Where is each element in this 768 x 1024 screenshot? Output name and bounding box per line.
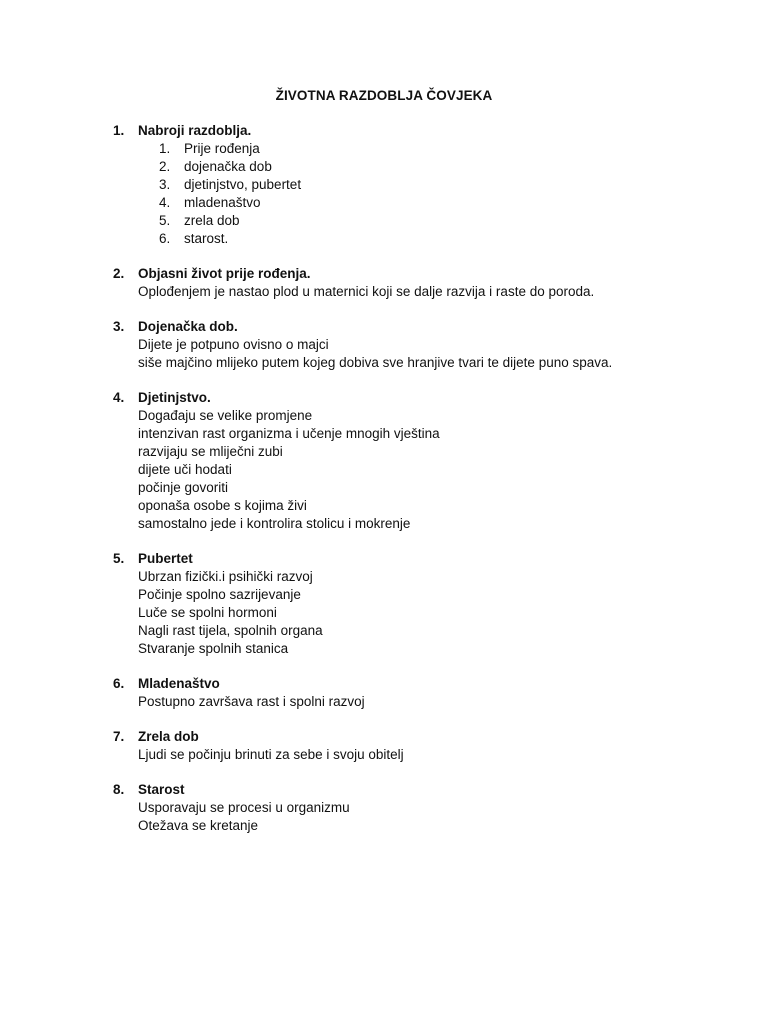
numbered-sublist: [112, 140, 712, 248]
section-text-line: oponaša osobe s kojima živi: [138, 498, 307, 513]
section-text-line: Počinje spolno sazrijevanje: [138, 587, 301, 602]
list-item-number: 5.: [159, 213, 171, 228]
list-item: [159, 194, 712, 212]
section-8: [112, 781, 712, 835]
section-heading: [112, 318, 712, 336]
section-text-line: dijete uči hodati: [138, 462, 232, 477]
section-number: 3.: [113, 319, 125, 334]
list-item-text: starost.: [184, 231, 229, 246]
list-item-number: 6.: [159, 231, 171, 246]
list-item: [159, 140, 712, 158]
section-heading: [112, 728, 712, 746]
section-text-line: Dijete je potpuno ovisno o majci: [138, 337, 329, 352]
section-text-line: Ubrzan fizički.i psihički razvoj: [138, 569, 313, 584]
section-heading-text: Nabroji razdoblja.: [138, 123, 252, 138]
section-number: 1.: [113, 123, 125, 138]
section-1: [112, 122, 712, 248]
section-heading-text: Pubertet: [138, 551, 193, 566]
list-item-text: djetinjstvo, pubertet: [184, 177, 302, 192]
section-heading-text: Mladenaštvo: [138, 676, 220, 691]
section-number: 4.: [113, 390, 125, 405]
section-number: 2.: [113, 266, 125, 281]
section-heading: [112, 122, 712, 140]
section-text-line: Stvaranje spolnih stanica: [138, 641, 289, 656]
page-title: ŽIVOTNA RAZDOBLJA ČOVJEKA: [275, 88, 493, 103]
section-text-line: razvijaju se mliječni zubi: [138, 444, 283, 459]
section-number: 8.: [113, 782, 125, 797]
section-4: [112, 389, 712, 533]
section-text-line: intenzivan rast organizma i učenje mnogih vještina: [138, 426, 440, 441]
section-7: [112, 728, 712, 764]
section-heading-text: Objasni život prije rođenja.: [138, 266, 311, 281]
section-5: [112, 550, 712, 658]
section-number: 7.: [113, 729, 125, 744]
list-item-number: 4.: [159, 195, 171, 210]
section-heading-text: Zrela dob: [138, 729, 199, 744]
section-3: [112, 318, 712, 372]
section-heading-text: Starost: [138, 782, 185, 797]
section-text-line: Nagli rast tijela, spolnih organa: [138, 623, 323, 638]
list-item-number: 3.: [159, 177, 171, 192]
section-text-line: Događaju se velike promjene: [138, 408, 313, 423]
sections-list: [112, 122, 712, 852]
list-item-text: mladenaštvo: [184, 195, 261, 210]
section-heading: [112, 389, 712, 407]
section-number: 5.: [113, 551, 125, 566]
section-text-line: Luče se spolni hormoni: [138, 605, 277, 620]
section-heading: [112, 675, 712, 693]
section-heading: [112, 781, 712, 799]
list-item: [159, 158, 712, 176]
section-text-line: Postupno završava rast i spolni razvoj: [138, 694, 365, 709]
list-item-text: dojenačka dob: [184, 159, 272, 174]
list-item-text: zrela dob: [184, 213, 240, 228]
section-text-line: Oplođenjem je nastao plod u maternici koji se dalje razvija i raste do poroda.: [138, 284, 595, 299]
section-heading-text: Dojenačka dob.: [138, 319, 238, 334]
section-text-line: samostalno jede i kontrolira stolicu i mokrenje: [138, 516, 411, 531]
list-item-number: 2.: [159, 159, 171, 174]
section-heading: [112, 265, 712, 283]
section-text-line: počinje govoriti: [138, 480, 229, 495]
section-2: [112, 265, 712, 301]
section-number: 6.: [113, 676, 125, 691]
list-item-number: 1.: [159, 141, 171, 156]
section-6: [112, 675, 712, 711]
section-text-line: siše majčino mlijeko putem kojeg dobiva sve hranjive tvari te dijete puno spava.: [138, 355, 613, 370]
list-item: [159, 212, 712, 230]
section-heading: [112, 550, 712, 568]
section-text-line: Ljudi se počinju brinuti za sebe i svoju obitelj: [138, 747, 404, 762]
section-text-line: Usporavaju se procesi u organizmu: [138, 800, 350, 815]
section-text-line: Otežava se kretanje: [138, 818, 259, 833]
section-heading-text: Djetinjstvo.: [138, 390, 211, 405]
list-item: [159, 176, 712, 194]
list-item-text: Prije rođenja: [184, 141, 260, 156]
list-item: [159, 230, 712, 248]
